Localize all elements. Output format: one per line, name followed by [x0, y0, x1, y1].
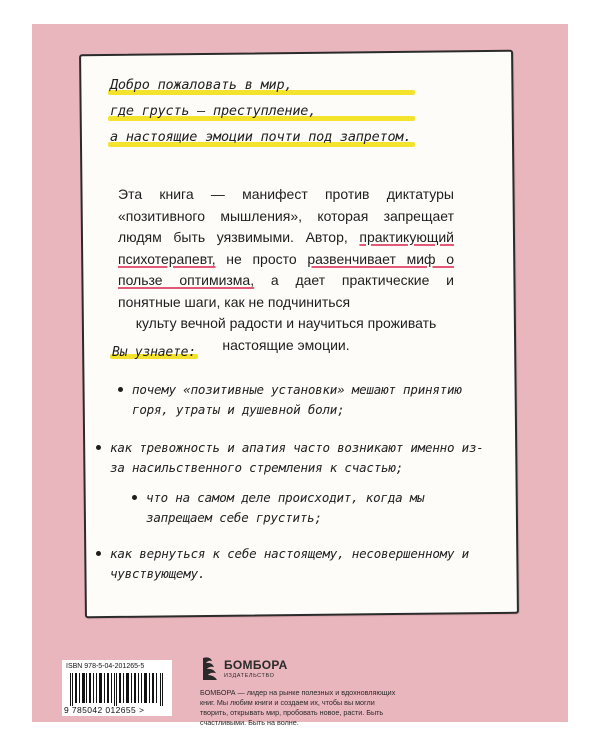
description-underline-2: развенчивает миф о пользе оптимизма, — [118, 250, 454, 288]
description-last-line: культу вечной радости и научиться проживать настоящие эмоции. — [135, 315, 437, 353]
description-part-2: не просто — [215, 250, 308, 267]
bullet-dot — [96, 445, 101, 450]
headline-line-2: где грусть — преступление, — [110, 98, 411, 124]
publisher-name: БОМБОРА — [224, 658, 288, 672]
book-description — [118, 184, 454, 356]
bullet-dot — [132, 495, 137, 500]
headline-line-1: Добро пожаловать в мир, — [110, 72, 411, 98]
learn-heading: Вы узнаете: — [112, 345, 196, 360]
barcode-number: 9 785042 012655 > — [64, 705, 145, 715]
bullet-dot — [96, 551, 101, 556]
headline-line-3: а настоящие эмоции почти под запретом. — [110, 124, 411, 150]
barcode — [62, 660, 172, 716]
publisher-description: БОМБОРА — лидер на рынке полезных и вдохновляющих книг. Мы любим книги и создаем их, чтобы вы могли творить, открывать мир, пробовать новое, расти. Быть счастливыми. Быть на волне. — [200, 688, 396, 727]
headline — [110, 72, 411, 150]
description-part-1: Эта книга — манифест против диктатуры «позитивного мышления», которая запрещает людям быть уязвимыми. Автор, — [118, 186, 454, 245]
description-part-3: а дает практические и понятные шаги, как не подчиниться — [118, 272, 454, 310]
barcode-bars — [70, 673, 166, 706]
bullet-dot — [118, 387, 123, 392]
bullet-item: что на самом деле происходит, когда мы запрещаем себе грустить; — [146, 488, 446, 528]
publisher-subtitle: ИЗДАТЕЛЬСТВО — [224, 673, 275, 679]
bullet-item: как вернуться к себе настоящему, несовершенному и чувствующему. — [110, 544, 480, 584]
bombora-wave-icon — [200, 656, 220, 682]
bullet-item: как тревожность и апатия часто возникают именно из-за насильственного стремления к счастью; — [110, 438, 490, 478]
description-underline-1: практикующий психотерапевт, — [118, 229, 454, 267]
bullet-item: почему «позитивные установки» мешают принятию горя, утраты и душевной боли; — [132, 380, 462, 420]
isbn-label: ISBN 978-5-04-201265-5 — [66, 663, 145, 670]
